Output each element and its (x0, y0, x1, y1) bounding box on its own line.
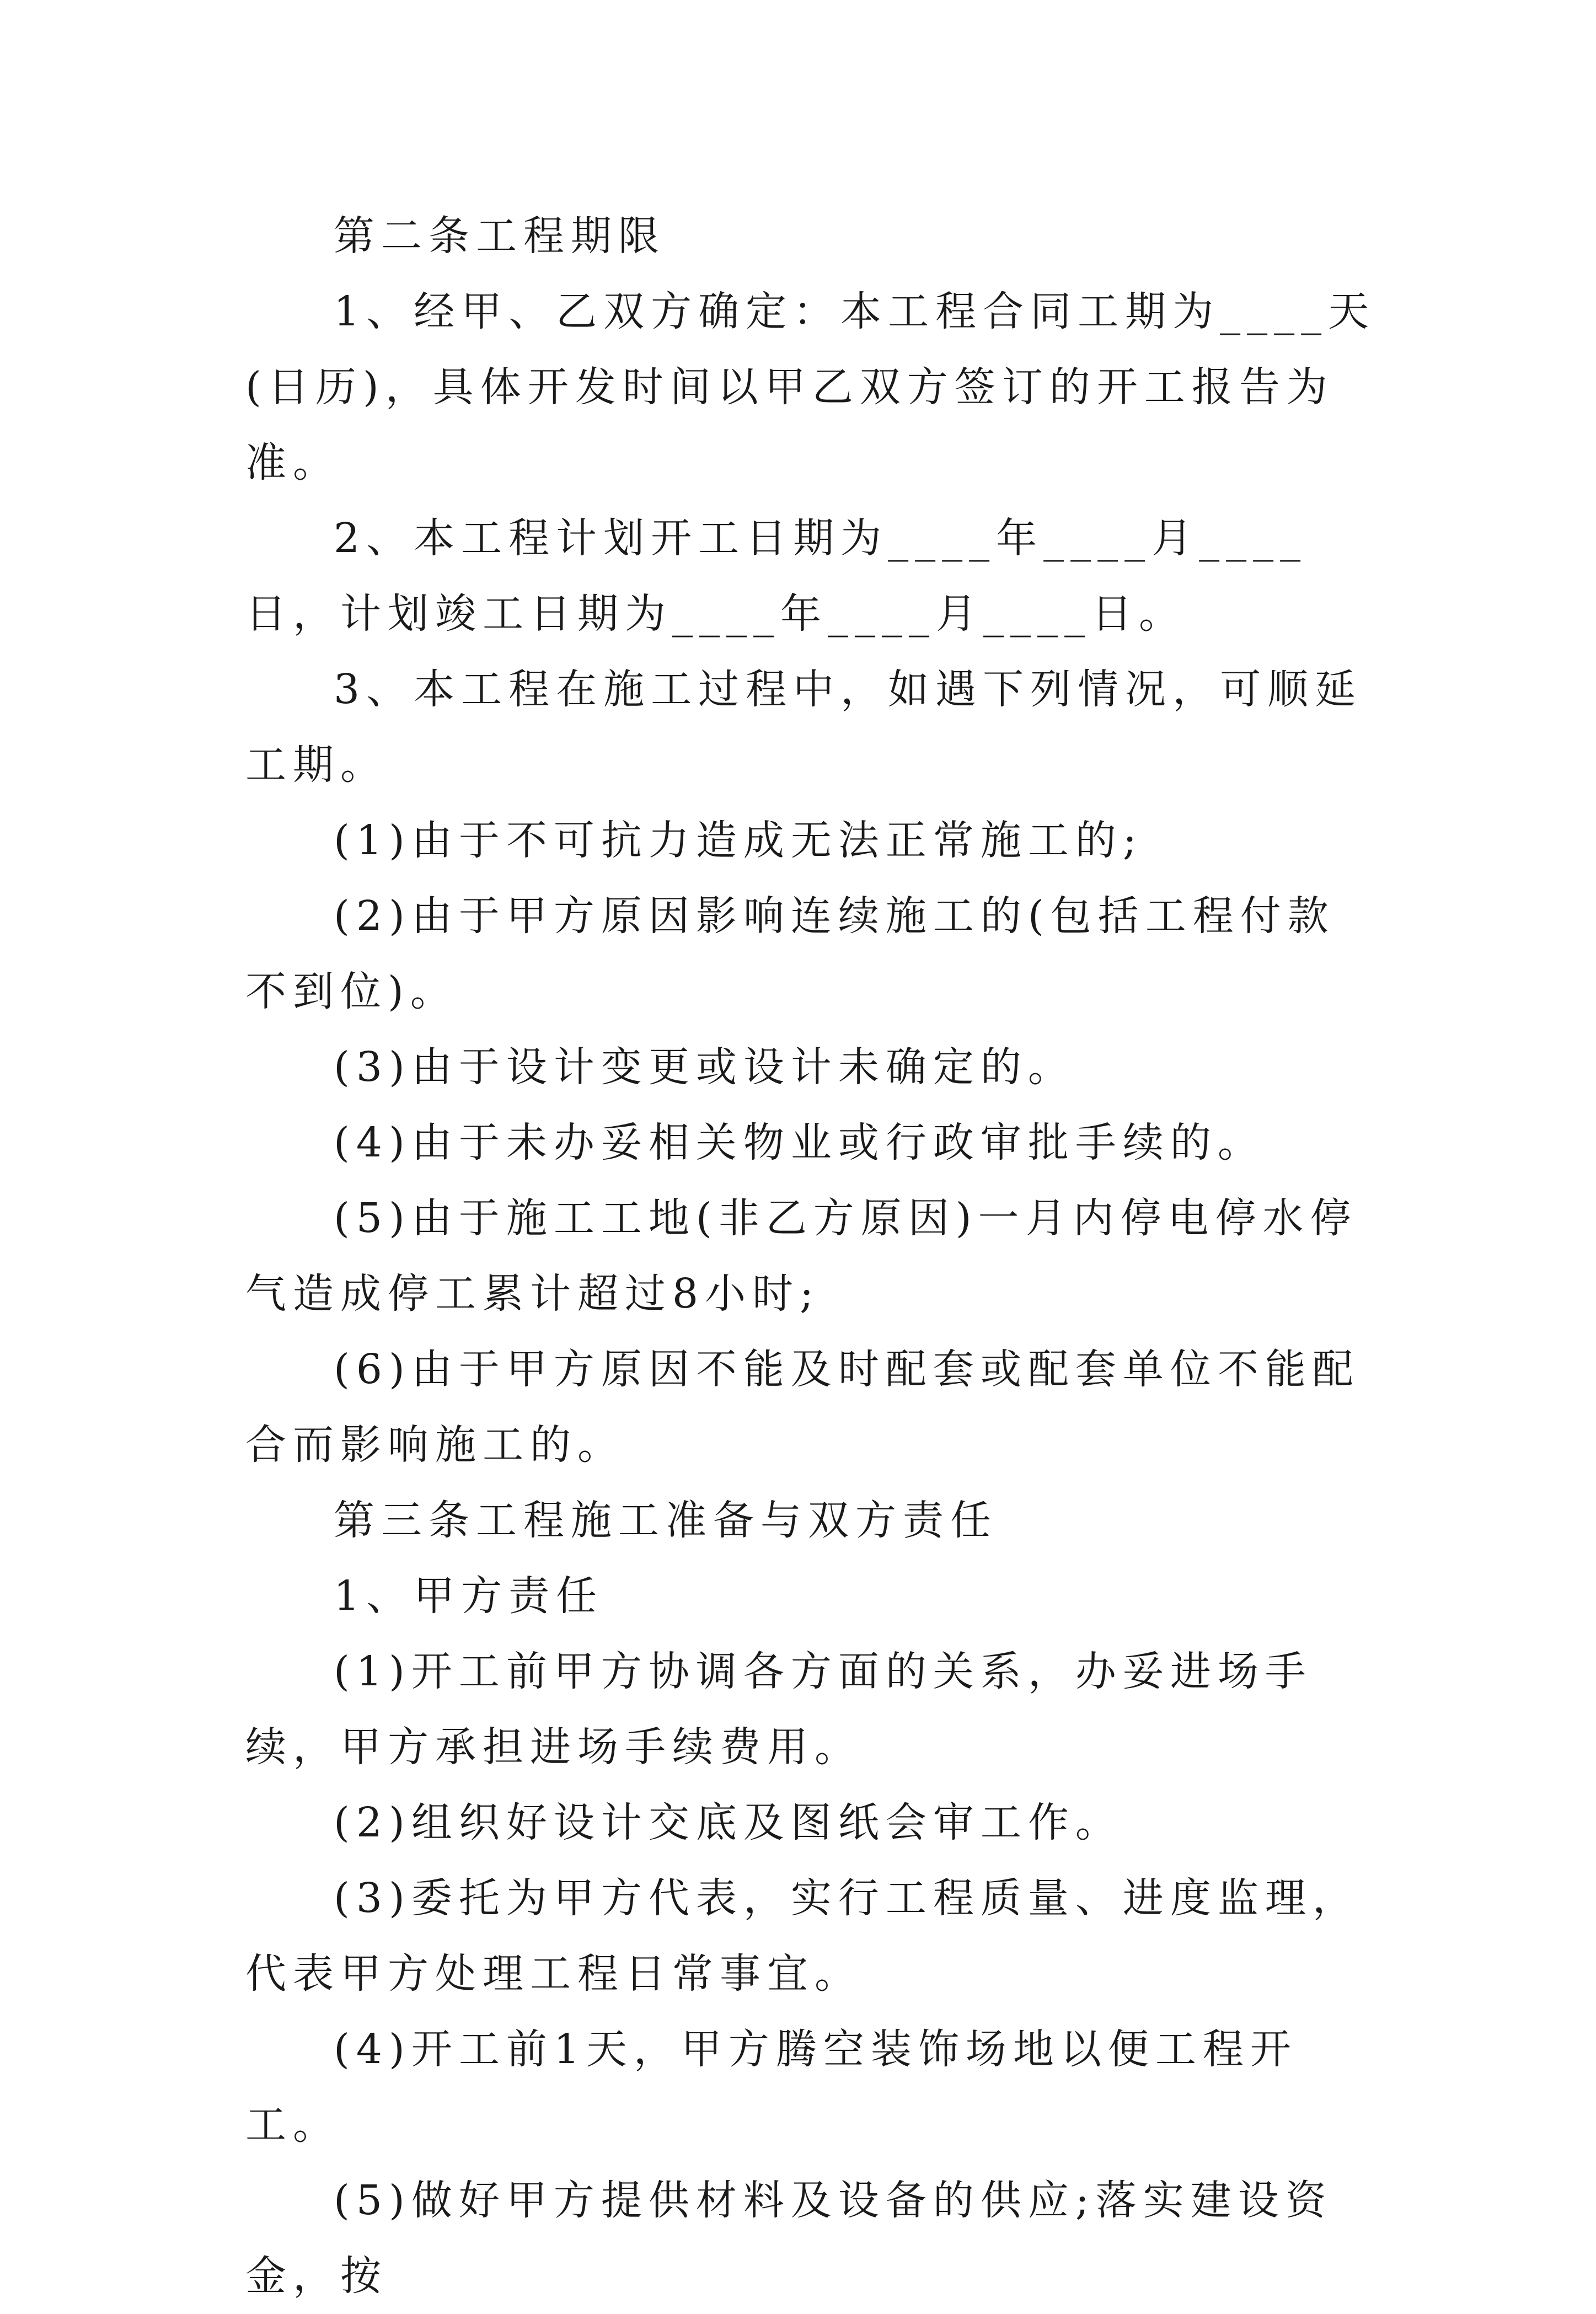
party-a-item-1: (1)开工前甲方协调各方面的关系，办妥进场手续，甲方承担进场手续费用。 (245, 1648, 1313, 1771)
extension-item-1: (1)由于不可抗力造成无法正常施工的; (334, 817, 1143, 864)
extension-item-4: (4)由于未办妥相关物业或行政审批手续的。 (334, 1119, 1265, 1166)
extension-item-5: (5)由于施工工地(非乙方原因)一月内停电停水停气造成停工累计超过8小时; (245, 1195, 1358, 1317)
extension-item-3: (3)由于设计变更或设计未确定的。 (334, 1043, 1075, 1091)
clause-3-1-party-a-responsibility: 1、甲方责任 (334, 1572, 604, 1620)
party-a-item-4: (4)开工前1天，甲方腾空装饰场地以便工程开工。 (245, 2026, 1298, 2149)
extension-item-6: (6)由于甲方原因不能及时配套或配套单位不能配合而影响施工的。 (245, 1346, 1360, 1469)
article-3-heading: 第三条工程施工准备与双方责任 (334, 1497, 998, 1544)
clause-2-3-extension-conditions: 3、本工程在施工过程中，如遇下列情况，可顺延工期。 (245, 666, 1363, 789)
party-a-item-3: (3)委托为甲方代表，实行工程质量、进度监理，代表甲方处理工程日常事宜。 (245, 1874, 1360, 1997)
party-a-item-2: (2)组织好设计交底及图纸会审工作。 (334, 1799, 1123, 1846)
clause-2-1-construction-period: 1、经甲、乙双方确定：本工程合同工期为____天(日历)，具体开发时间以甲乙双方签订的开工报告为准。 (245, 288, 1376, 486)
document-body (245, 199, 1376, 2314)
extension-item-2: (2)由于甲方原因影响连续施工的(包括工程付款不到位)。 (245, 892, 1335, 1015)
party-a-item-5: (5)做好甲方提供材料及设备的供应;落实建设资金，按 (245, 2177, 1333, 2300)
article-2-heading: 第二条工程期限 (334, 212, 666, 260)
clause-2-2-start-completion-dates: 2、本工程计划开工日期为____年____月____日，计划竣工日期为____年____月____日。 (245, 515, 1308, 638)
